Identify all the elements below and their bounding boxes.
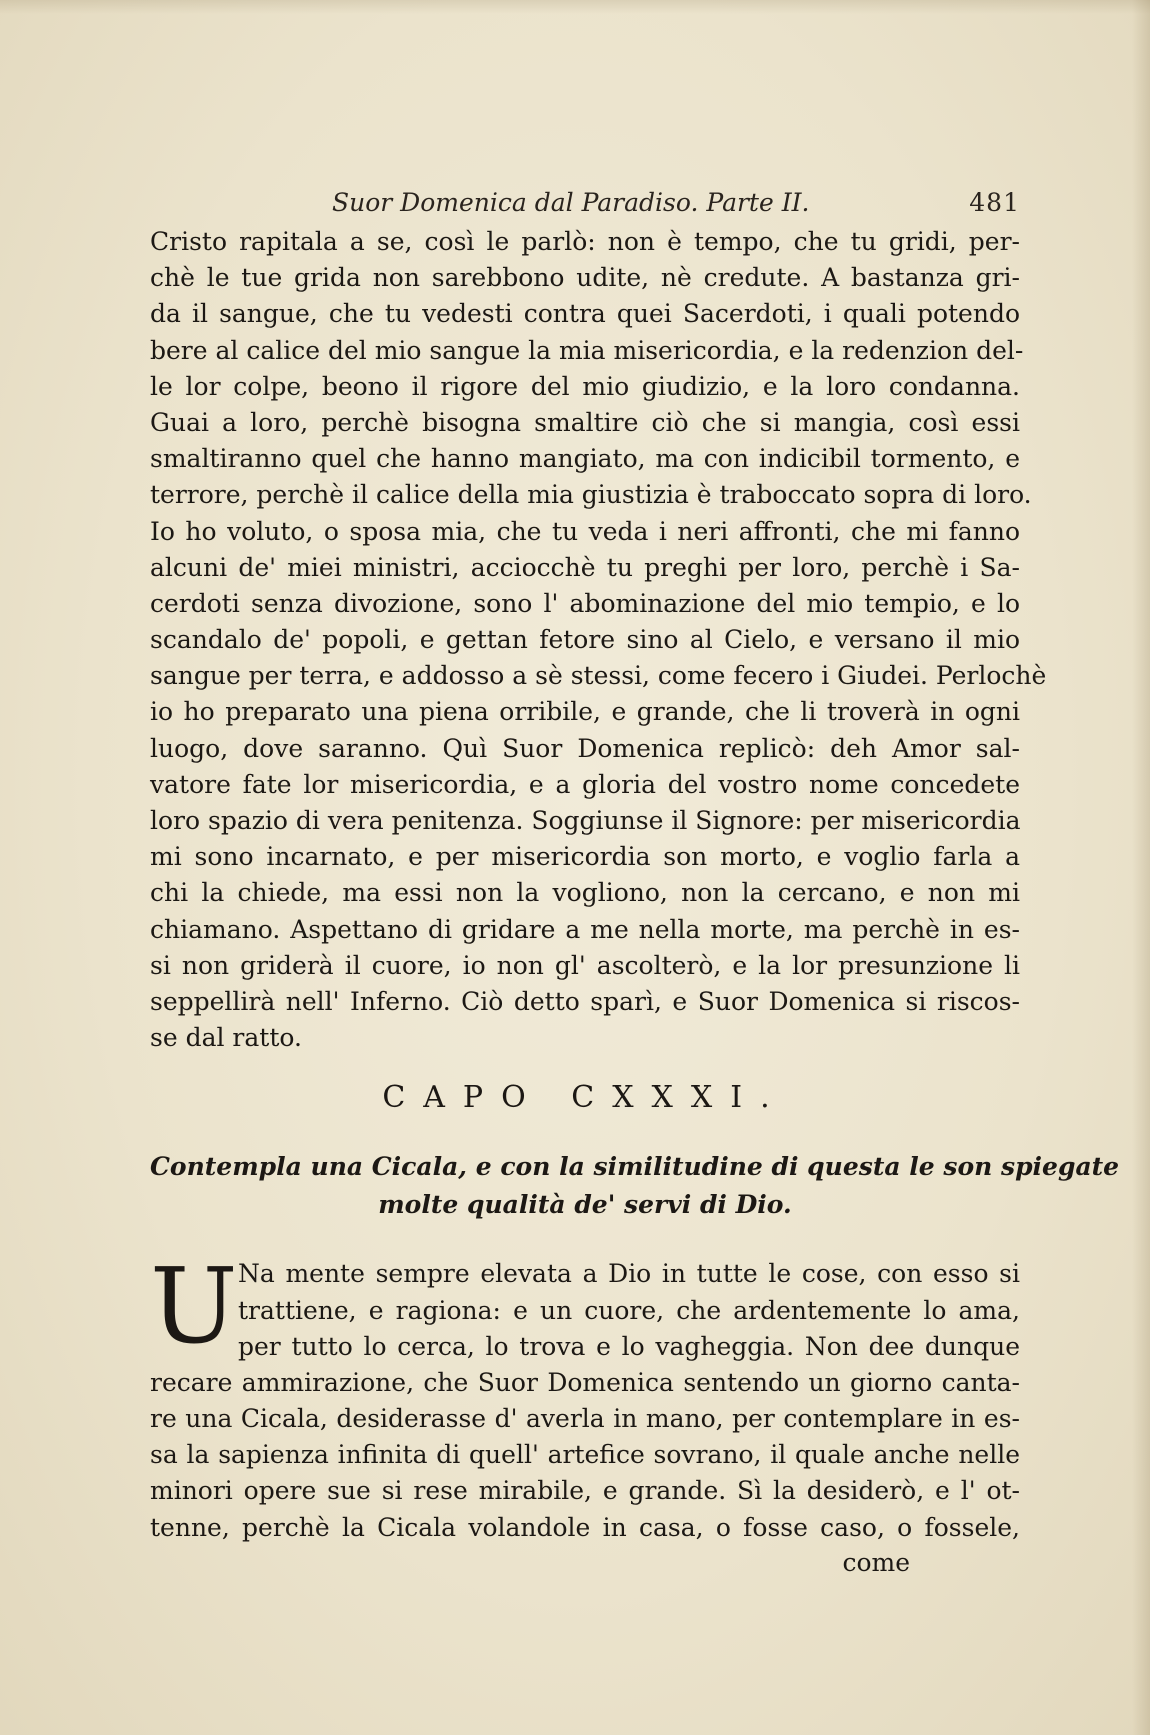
page-number: 481 bbox=[969, 188, 1020, 217]
text-block bbox=[150, 188, 1120, 1580]
page-edge-shadow-top bbox=[0, 0, 1150, 14]
text-line: re una Cicala, desiderasse d' averla in mano, per contemplare in es- bbox=[150, 1404, 1020, 1434]
text-line: io ho preparato una piena orribile, e grande, che li troverà in ogni bbox=[150, 697, 1020, 727]
summary-line: molte qualità de' servi di Dio. bbox=[378, 1190, 792, 1220]
text-line: per tutto lo cerca, lo trova e lo vagheggia. Non dee dunque bbox=[238, 1331, 1020, 1361]
text-line: vatore fate lor misericordia, e a gloria del vostro nome concedete bbox=[150, 769, 1020, 799]
text-line: tenne, perchè la Cicala volandole in casa, o fosse caso, o fossele, bbox=[150, 1512, 1020, 1542]
text-line: Guai a loro, perchè bisogna smaltire ciò che si mangia, così essi bbox=[150, 407, 1020, 437]
catchword: come bbox=[842, 1547, 910, 1577]
summary-line: Contempla una Cicala, e con la similitudine di questa le son spiegate bbox=[150, 1152, 1120, 1182]
body-paragraph-top bbox=[150, 224, 1047, 1056]
running-head-title: Suor Domenica dal Paradiso. Parte II. bbox=[332, 188, 810, 217]
text-line: recare ammirazione, che Suor Domenica sentendo un giorno canta- bbox=[150, 1367, 1020, 1397]
text-line: Na mente sempre elevata a Dio in tutte le cose, con esso si bbox=[238, 1259, 1020, 1289]
text-line: mi sono incarnato, e per misericordia son morto, e voglio farla a bbox=[150, 842, 1020, 872]
text-line: minori opere sue si rese mirabile, e grande. Sì la desiderò, e l' ot- bbox=[150, 1476, 1020, 1506]
text-line: alcuni de' miei ministri, acciocchè tu preghi per loro, perchè i Sa- bbox=[150, 552, 1020, 582]
chapter-summary bbox=[150, 1148, 1120, 1224]
text-line: Cristo rapitala a se, così le parlò: non è tempo, che tu gridi, per- bbox=[150, 227, 1020, 256]
text-line: loro spazio di vera penitenza. Soggiunse il Signore: per misericordia bbox=[150, 806, 1021, 835]
text-line: cerdoti senza divozione, sono l' abominazione del mio tempio, e lo bbox=[150, 588, 1020, 618]
text-line: chi la chiede, ma essi non la vogliono, non la cercano, e non mi bbox=[150, 878, 1020, 908]
text-line: smaltiranno quel che hanno mangiato, ma con indicibil tormento, e bbox=[150, 444, 1020, 474]
drop-cap: U bbox=[150, 1245, 238, 1368]
text-line: chè le tue grida non sarebbono udite, nè credute. A bastanza gri- bbox=[150, 263, 1020, 293]
chapter-opening bbox=[150, 1245, 1020, 1546]
text-line: se dal ratto. bbox=[150, 1023, 302, 1053]
text-line: Io ho voluto, o sposa mia, che tu veda i neri affronti, che mi fanno bbox=[150, 516, 1020, 546]
text-line: scandalo de' popoli, e gettan fetore sino al Cielo, e versano il mio bbox=[150, 625, 1020, 655]
text-line: le lor colpe, beono il rigore del mio giudizio, e la loro condanna. bbox=[150, 371, 1020, 401]
text-line: sangue per terra, e addosso a sè stessi, come fecero i Giudei. Perlochè bbox=[150, 661, 1047, 691]
chapter-heading: CAPO CXXXI. bbox=[382, 1080, 788, 1116]
page-edge-shadow-right bbox=[1132, 0, 1150, 1735]
drop-cap-indented-lines bbox=[238, 1256, 1020, 1365]
text-line: seppellirà nell' Inferno. Ciò detto sparì, e Suor Domenica si riscos- bbox=[150, 986, 1020, 1016]
text-line: chiamano. Aspettano di gridare a me nella morte, ma perchè in es- bbox=[150, 914, 1020, 944]
running-head bbox=[150, 188, 1020, 224]
text-line: bere al calice del mio sangue la mia misericordia, e la redenzion del- bbox=[150, 335, 1024, 365]
text-line: luogo, dove saranno. Quì Suor Domenica replicò: deh Amor sal- bbox=[150, 733, 1020, 763]
text-line: trattiene, e ragiona: e un cuore, che ardentemente lo ama, bbox=[238, 1295, 1020, 1325]
text-line: si non griderà il cuore, io non gl' ascolterò, e la lor presunzione li bbox=[150, 950, 1020, 980]
text-line: sa la sapienza infinita di quell' artefice sovrano, il quale anche nelle bbox=[150, 1440, 1020, 1470]
text-line: da il sangue, che tu vedesti contra quei Sacerdoti, i quali potendo bbox=[150, 299, 1020, 329]
text-line: terrore, perchè il calice della mia giustizia è traboccato sopra di loro. bbox=[150, 480, 1032, 510]
